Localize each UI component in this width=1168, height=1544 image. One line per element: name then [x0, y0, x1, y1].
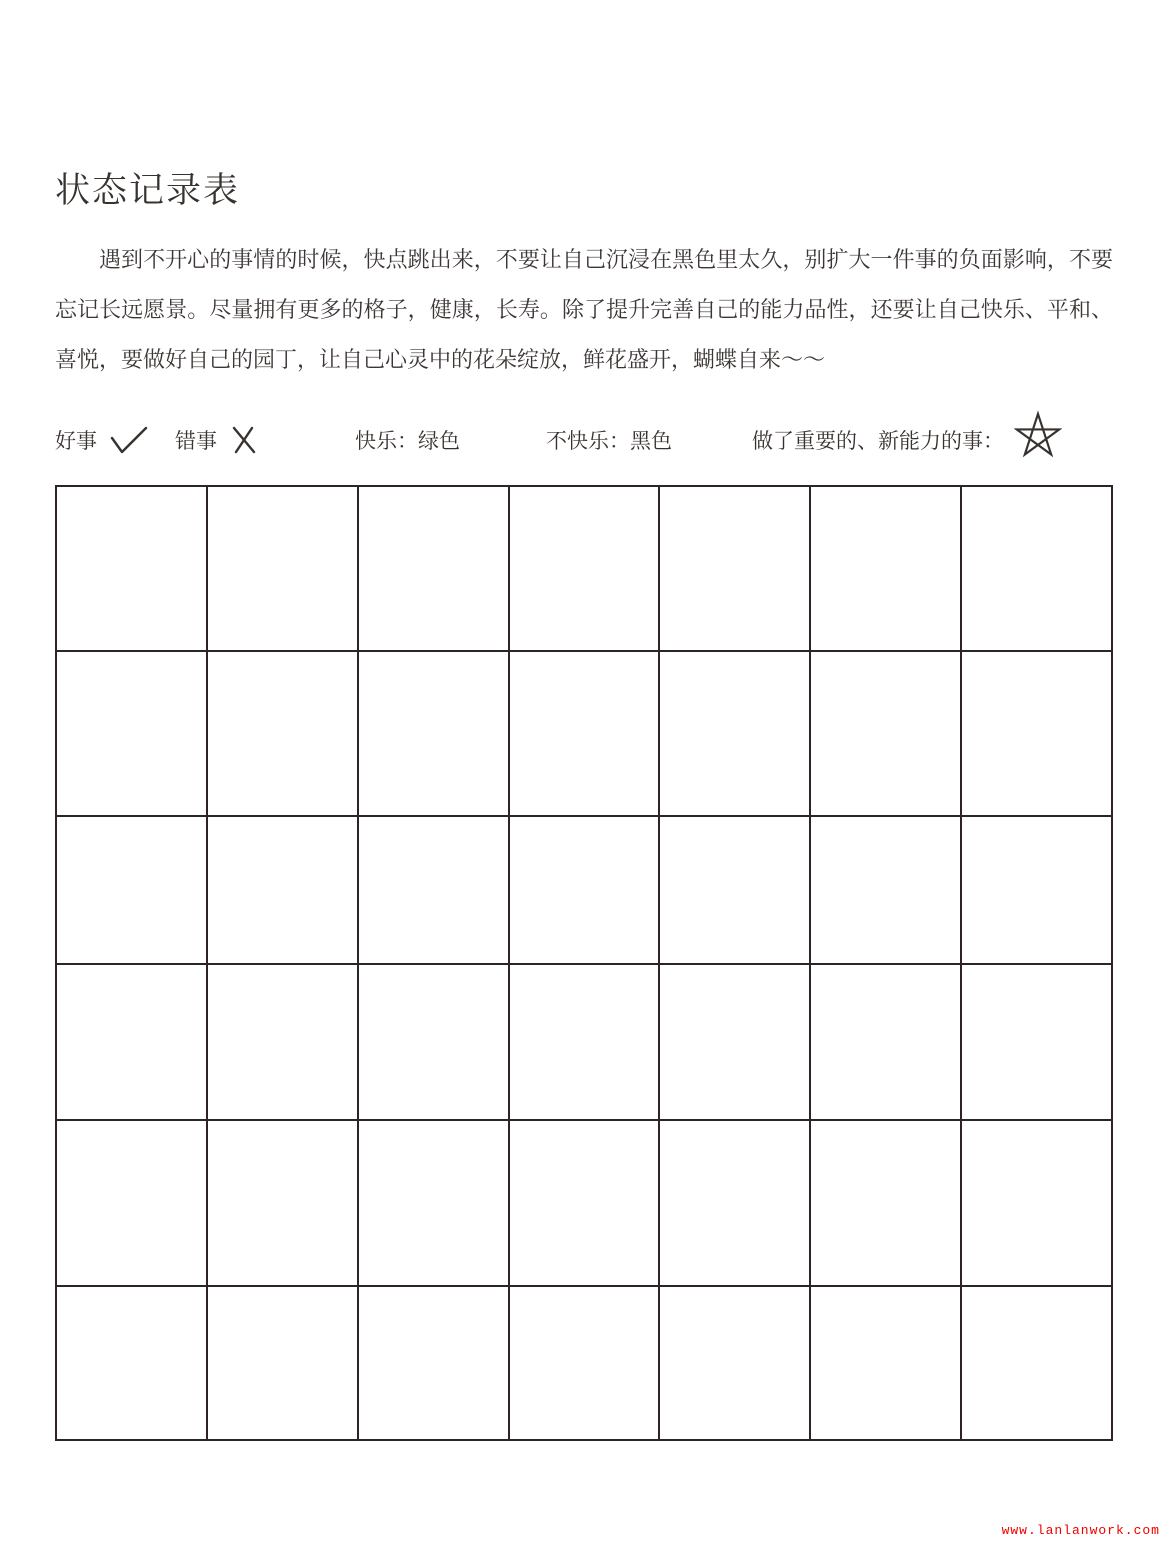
grid-cell: [57, 652, 206, 815]
legend-item-wrong: [175, 425, 257, 455]
grid-cell: [811, 965, 960, 1119]
grid-cell: [208, 652, 357, 815]
grid-cell: [660, 1121, 809, 1285]
grid-cell: [660, 1287, 809, 1439]
grid-cell: [57, 817, 206, 963]
cross-icon: [231, 426, 257, 454]
grid-cell: [208, 965, 357, 1119]
grid-cell: [962, 652, 1111, 815]
check-icon: [109, 425, 149, 455]
grid-cell: [510, 1287, 659, 1439]
grid-cell: [57, 487, 206, 650]
grid-cell: [208, 817, 357, 963]
grid-cell: [510, 487, 659, 650]
grid-cell: [660, 487, 809, 650]
grid-cell: [208, 487, 357, 650]
grid-cell: [510, 965, 659, 1119]
grid-cell: [660, 965, 809, 1119]
legend-label-unhappy: 不快乐：黑色: [546, 430, 672, 453]
grid-cell: [962, 965, 1111, 1119]
grid-cell: [359, 1287, 508, 1439]
grid-cell: [962, 487, 1111, 650]
legend-label-good: 好事: [55, 430, 97, 453]
legend-label-happy: 快乐：绿色: [355, 430, 460, 453]
grid-cell: [359, 965, 508, 1119]
legend-item-happy: [355, 425, 460, 455]
legend-item-good: [55, 425, 149, 455]
page-title: 状态记录表: [55, 171, 241, 210]
record-grid: [55, 485, 1113, 1441]
grid-cell: [811, 652, 960, 815]
grid-cell: [660, 652, 809, 815]
grid-cell: [962, 817, 1111, 963]
grid-cell: [510, 817, 659, 963]
grid-cell: [510, 1121, 659, 1285]
grid-cell: [962, 1121, 1111, 1285]
grid-cell: [359, 652, 508, 815]
grid-cell: [57, 1287, 206, 1439]
grid-cell: [510, 652, 659, 815]
legend-label-important: 做了重要的、新能力的事：: [752, 430, 1004, 453]
grid-cell: [57, 1121, 206, 1285]
grid-cell: [660, 817, 809, 963]
watermark: www.lanlanwork.com: [1001, 1523, 1160, 1538]
grid-cell: [57, 965, 206, 1119]
legend-label-wrong: 错事: [175, 430, 217, 453]
grid-cell: [962, 1287, 1111, 1439]
grid-cell: [359, 1121, 508, 1285]
intro-paragraph: 遇到不开心的事情的时候，快点跳出来，不要让自己沉浸在黑色里太久，别扩大一件事的负面影响，不要忘记长远愿景。尽量拥有更多的格子，健康，长寿。除了提升完善自己的能力品性，还要让自己快乐、平和、喜悦，要做好自己的园丁，让自己心灵中的花朵绽放，鲜花盛开，蝴蝶自来～～: [55, 247, 1113, 372]
grid-cell: [811, 1121, 960, 1285]
grid-cell: [208, 1121, 357, 1285]
star-icon: [1014, 410, 1062, 462]
grid-cell: [359, 487, 508, 650]
legend-item-important: [752, 418, 1062, 462]
grid-cell: [359, 817, 508, 963]
grid-cell: [811, 817, 960, 963]
legend-item-unhappy: [546, 425, 672, 455]
legend-row: [55, 410, 1113, 470]
grid-cell: [811, 487, 960, 650]
grid-cell: [811, 1287, 960, 1439]
grid-cell: [208, 1287, 357, 1439]
